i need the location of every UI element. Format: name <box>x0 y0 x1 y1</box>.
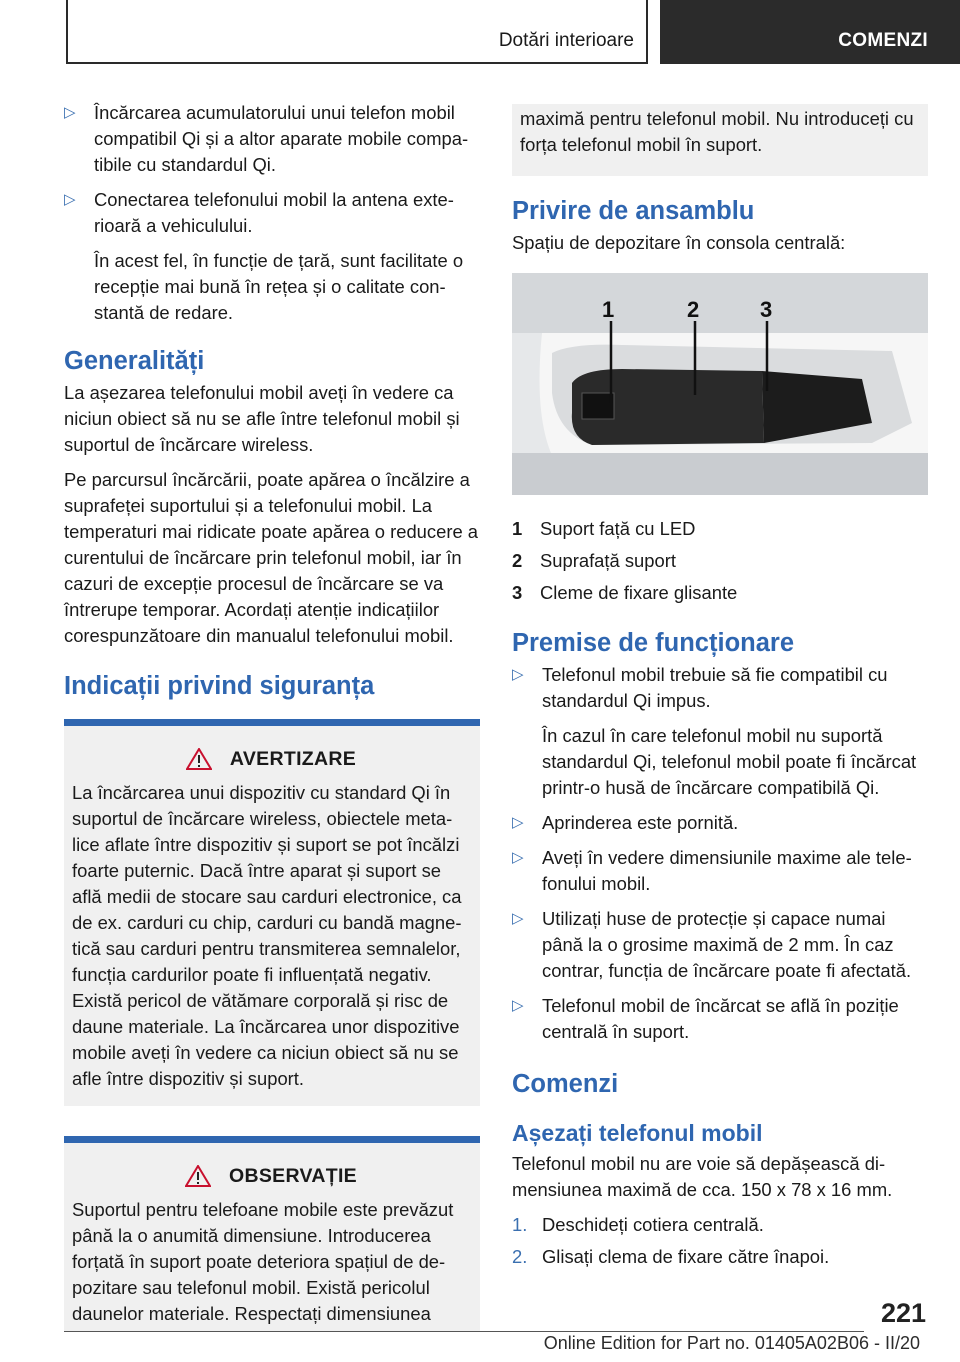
warning-text: La încărcarea unui dispozitiv cu standard Qi în suportul de încărcare wireless, obiectele meta-lice aflate între dispozitiv și suport se pot încălzi foarte puternic. Dacă între aparat și suport se află medii de stocare sau carduri electronice, ca de ex. carduri cu chip, carduri cu bandă magne-tică sau carduri pentru transmiterea semnalelor, funcția cardurilor poate fi influențată negativ. Există pericol de vătămare corporală și risc de daune materiale. La încărcarea unor dispozitive mobile aveți în vedere ca niciun obiect să nu se afle între dispozitiv și suport. <box>72 782 462 1089</box>
triangle-bullet-icon: ▷ <box>512 666 524 683</box>
right-column <box>512 104 928 1276</box>
list-item-text: Utilizați huse de protecție și capace numai până la o grosime maximă de 2 mm. În caz contrar, funcția de încărcare poate fi afectată. <box>542 908 912 981</box>
warning-box <box>64 719 480 1106</box>
legend-item <box>512 516 928 542</box>
console-storage-image <box>512 273 928 495</box>
warning-title: AVERTIZARE <box>229 748 357 770</box>
step-text: Glisați clema de fixare către înapoi. <box>542 1246 830 1267</box>
list-item-subtext: În cazul în care telefonul mobil nu suportă standardul Qi, telefonul mobil poate fi încărcat printr-o husă de încărcare compatibilă Qi. <box>542 725 917 798</box>
list-item-text: Aveți în vedere dimensiunile maxime ale tele-fonului mobil. <box>542 847 912 894</box>
header-chapter-tab <box>660 0 960 64</box>
header-chapter-title: COMENZI <box>838 30 928 51</box>
section-heading-safety: Indicații privind siguranța <box>64 672 375 700</box>
list-item-text: Telefonul mobil de încărcat se află în poziție centrală în suport. <box>542 995 899 1042</box>
legend-label: Suprafață suport <box>540 550 676 571</box>
section-heading-controls: Comenzi <box>512 1070 619 1098</box>
legend-item <box>512 548 928 574</box>
list-item-text: Telefonul mobil trebuie să fie compatibil cu standardul Qi impus. <box>542 664 888 711</box>
legend-item <box>512 580 928 606</box>
callout-2: 2 <box>687 297 700 322</box>
step-item <box>512 1212 928 1238</box>
step-item <box>512 1244 928 1270</box>
triangle-bullet-icon: ▷ <box>512 814 524 831</box>
list-item <box>64 187 480 239</box>
list-item <box>512 993 928 1045</box>
paragraph: Telefonul mobil nu are voie să depășească di-mensiunea maximă de cca. 150 x 78 x 16 mm. <box>512 1153 893 1200</box>
list-item <box>64 100 480 178</box>
left-column <box>64 100 480 1331</box>
list-item <box>512 662 928 714</box>
header-section-title: Dotări interioare <box>498 30 634 51</box>
notice-continued-text: maximă pentru telefonul mobil. Nu introduceți cu forța telefonul mobil în suport. <box>520 108 914 155</box>
list-item <box>512 845 928 897</box>
footer-divider <box>64 1331 864 1332</box>
list-item-text: Conectarea telefonului mobil la antena exte-rioară a vehiculului. <box>94 189 454 236</box>
header-section-tab <box>66 0 648 64</box>
legend-label: Suport față cu LED <box>540 518 696 539</box>
list-item <box>512 810 928 836</box>
section-heading-prerequisites: Premise de funcționare <box>512 629 795 657</box>
notice-box <box>64 1136 480 1331</box>
notice-triangle-icon <box>185 1165 211 1187</box>
callout-3: 3 <box>760 297 773 322</box>
triangle-bullet-icon: ▷ <box>64 104 76 121</box>
step-text: Deschideți cotiera centrală. <box>542 1214 764 1235</box>
legend-number: 1 <box>512 518 523 539</box>
list-item-text: Aprinderea este pornită. <box>542 812 739 833</box>
paragraph: La așezarea telefonului mobil aveți în vedere ca niciun obiect să nu se afle între telefonul mobil și suportul de încărcare wireless. <box>64 382 460 455</box>
paragraph: Pe parcursul încărcării, poate apărea o încălzire a suprafeței suportului și a telefonului mobil. La temperaturi mai ridicate poate apărea o reducere a curentului de încărcare prin telefonul mobil, iar în cazuri de excepție procesul de încărcare se va întrerupe temporar. Acordați atenție indicațiilor corespunzătoare din manualul telefonului mobil. <box>64 469 479 646</box>
triangle-bullet-icon: ▷ <box>512 849 524 866</box>
notice-text: Suportul pentru telefoane mobile este prevăzut până la o anumită dimensiune. Introducerea forțată în suport poate deteriora spațiul de de-pozitare sau telefonul mobil. Există pericolul daunelor materiale. Respectați dimensiunea <box>72 1199 454 1324</box>
notice-title: OBSERVAȚIE <box>229 1165 357 1187</box>
subheading-place-phone: Așezați telefonul mobil <box>512 1120 763 1146</box>
legend-number: 2 <box>512 550 523 571</box>
legend-label: Cleme de fixare glisante <box>540 582 738 603</box>
section-heading-general: Generalități <box>64 347 205 375</box>
paragraph: Spațiu de depozitare în consola centrală: <box>512 232 846 253</box>
notice-continued-box <box>512 104 928 176</box>
triangle-bullet-icon: ▷ <box>512 910 524 927</box>
footer-edition: Online Edition for Part no. 01405A02B06 - II/20 <box>543 1333 920 1353</box>
step-number: 1. <box>512 1214 528 1235</box>
list-item-subtext: În acest fel, în funcție de țară, sunt facilitate o recepție mai bună în rețea și o calitate con-stantă de redare. <box>94 250 464 323</box>
step-number: 2. <box>512 1246 528 1267</box>
triangle-bullet-icon: ▷ <box>64 191 76 208</box>
section-heading-overview: Privire de ansamblu <box>512 197 755 225</box>
list-item <box>512 906 928 984</box>
legend-number: 3 <box>512 582 523 603</box>
warning-triangle-icon <box>186 748 212 770</box>
callout-1: 1 <box>602 297 615 322</box>
page-number: 221 <box>880 1298 926 1328</box>
list-item-text: Încărcarea acumulatorului unui telefon mobil compatibil Qi și a altor aparate mobile compa-tibile cu standardul Qi. <box>94 102 469 175</box>
triangle-bullet-icon: ▷ <box>512 997 524 1014</box>
